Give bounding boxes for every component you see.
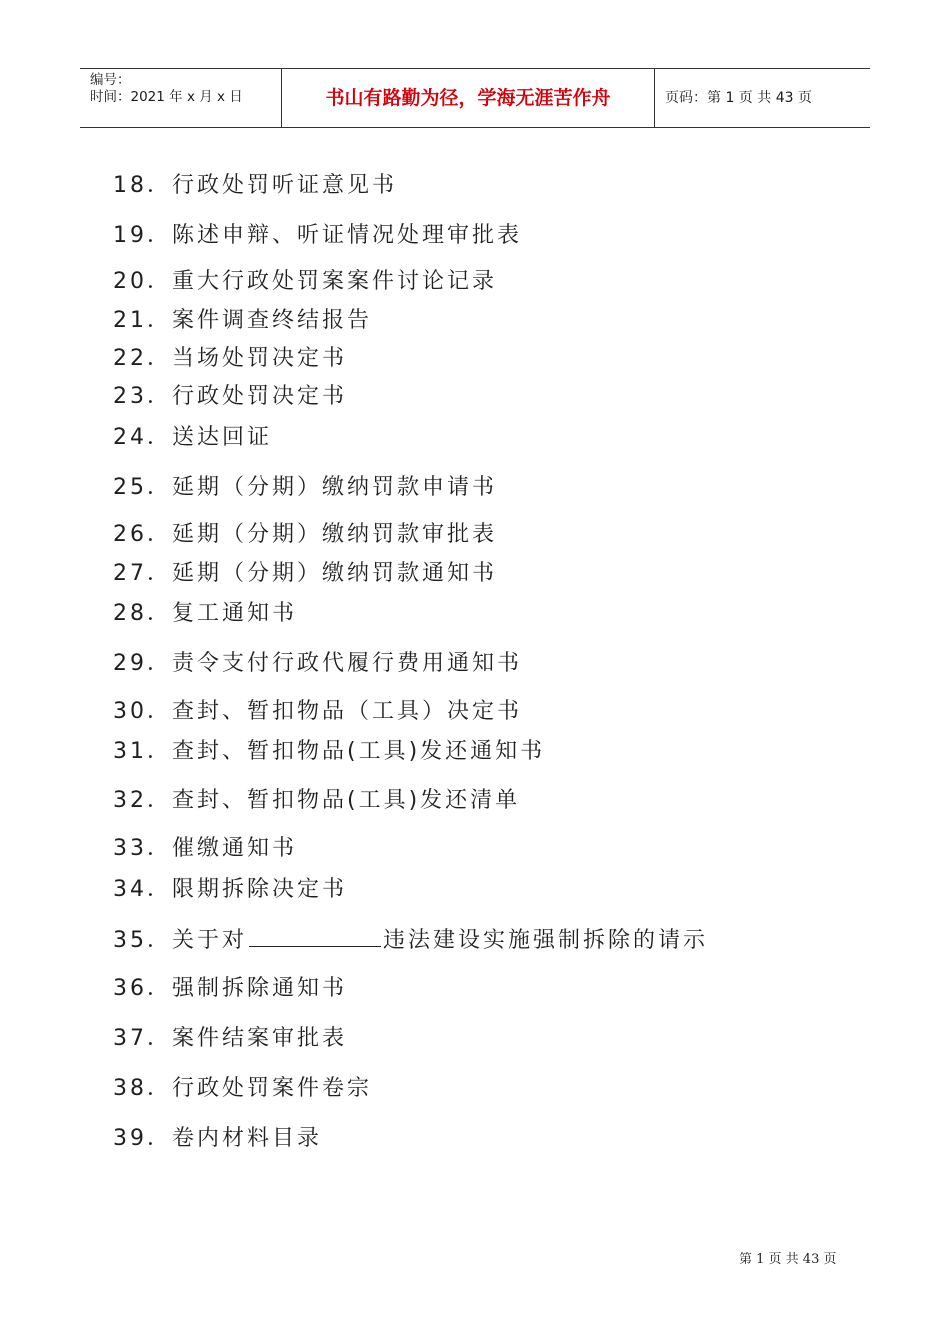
list-item: 18．行政处罚听证意见书 [113, 173, 397, 198]
list-item-35-suffix: 违法建设实施强制拆除的请示 [383, 928, 709, 953]
page-footer: 第 1 页 共 43 页 [739, 1252, 837, 1267]
number-label: 编号： [90, 72, 131, 88]
list-item: 30．查封、暂扣物品（工具）决定书 [113, 699, 522, 724]
time-label: 时间：2021 年 x 月 x 日 [90, 89, 243, 105]
list-item: 23．行政处罚决定书 [113, 384, 347, 409]
list-item: 22．当场处罚决定书 [113, 346, 347, 371]
list-item: 31．查封、暂扣物品(工具)发还通知书 [113, 739, 546, 764]
list-item: 20．重大行政处罚案案件讨论记录 [113, 269, 497, 294]
page-header [80, 68, 870, 128]
list-item: 21．案件调查终结报告 [113, 308, 372, 333]
list-item: 25．延期（分期）缴纳罚款申请书 [113, 475, 497, 500]
header-page-info: 页码：第 1 页 共 43 页 [665, 90, 812, 106]
list-item: 39．卷内材料目录 [113, 1126, 322, 1151]
list-item: 19．陈述申辩、听证情况处理审批表 [113, 223, 522, 248]
list-item: 24．送达回证 [113, 425, 272, 450]
list-item: 32．查封、暂扣物品(工具)发还清单 [113, 788, 521, 813]
list-item-35 [113, 926, 708, 955]
list-item: 34．限期拆除决定书 [113, 877, 347, 902]
header-motto: 书山有路勤为径，学海无涯苦作舟 [282, 69, 655, 127]
list-item: 36．强制拆除通知书 [113, 976, 347, 1001]
fill-in-blank [249, 926, 381, 947]
list-item: 26．延期（分期）缴纳罚款审批表 [113, 522, 497, 547]
list-item-35-prefix: 35．关于对 [113, 928, 247, 953]
list-item: 27．延期（分期）缴纳罚款通知书 [113, 561, 497, 586]
list-item: 29．责令支付行政代履行费用通知书 [113, 651, 522, 676]
list-item: 37．案件结案审批表 [113, 1026, 347, 1051]
header-meta [80, 69, 282, 127]
list-item: 28．复工通知书 [113, 601, 297, 626]
list-item: 38．行政处罚案件卷宗 [113, 1076, 372, 1101]
list-item: 33．催缴通知书 [113, 836, 297, 861]
